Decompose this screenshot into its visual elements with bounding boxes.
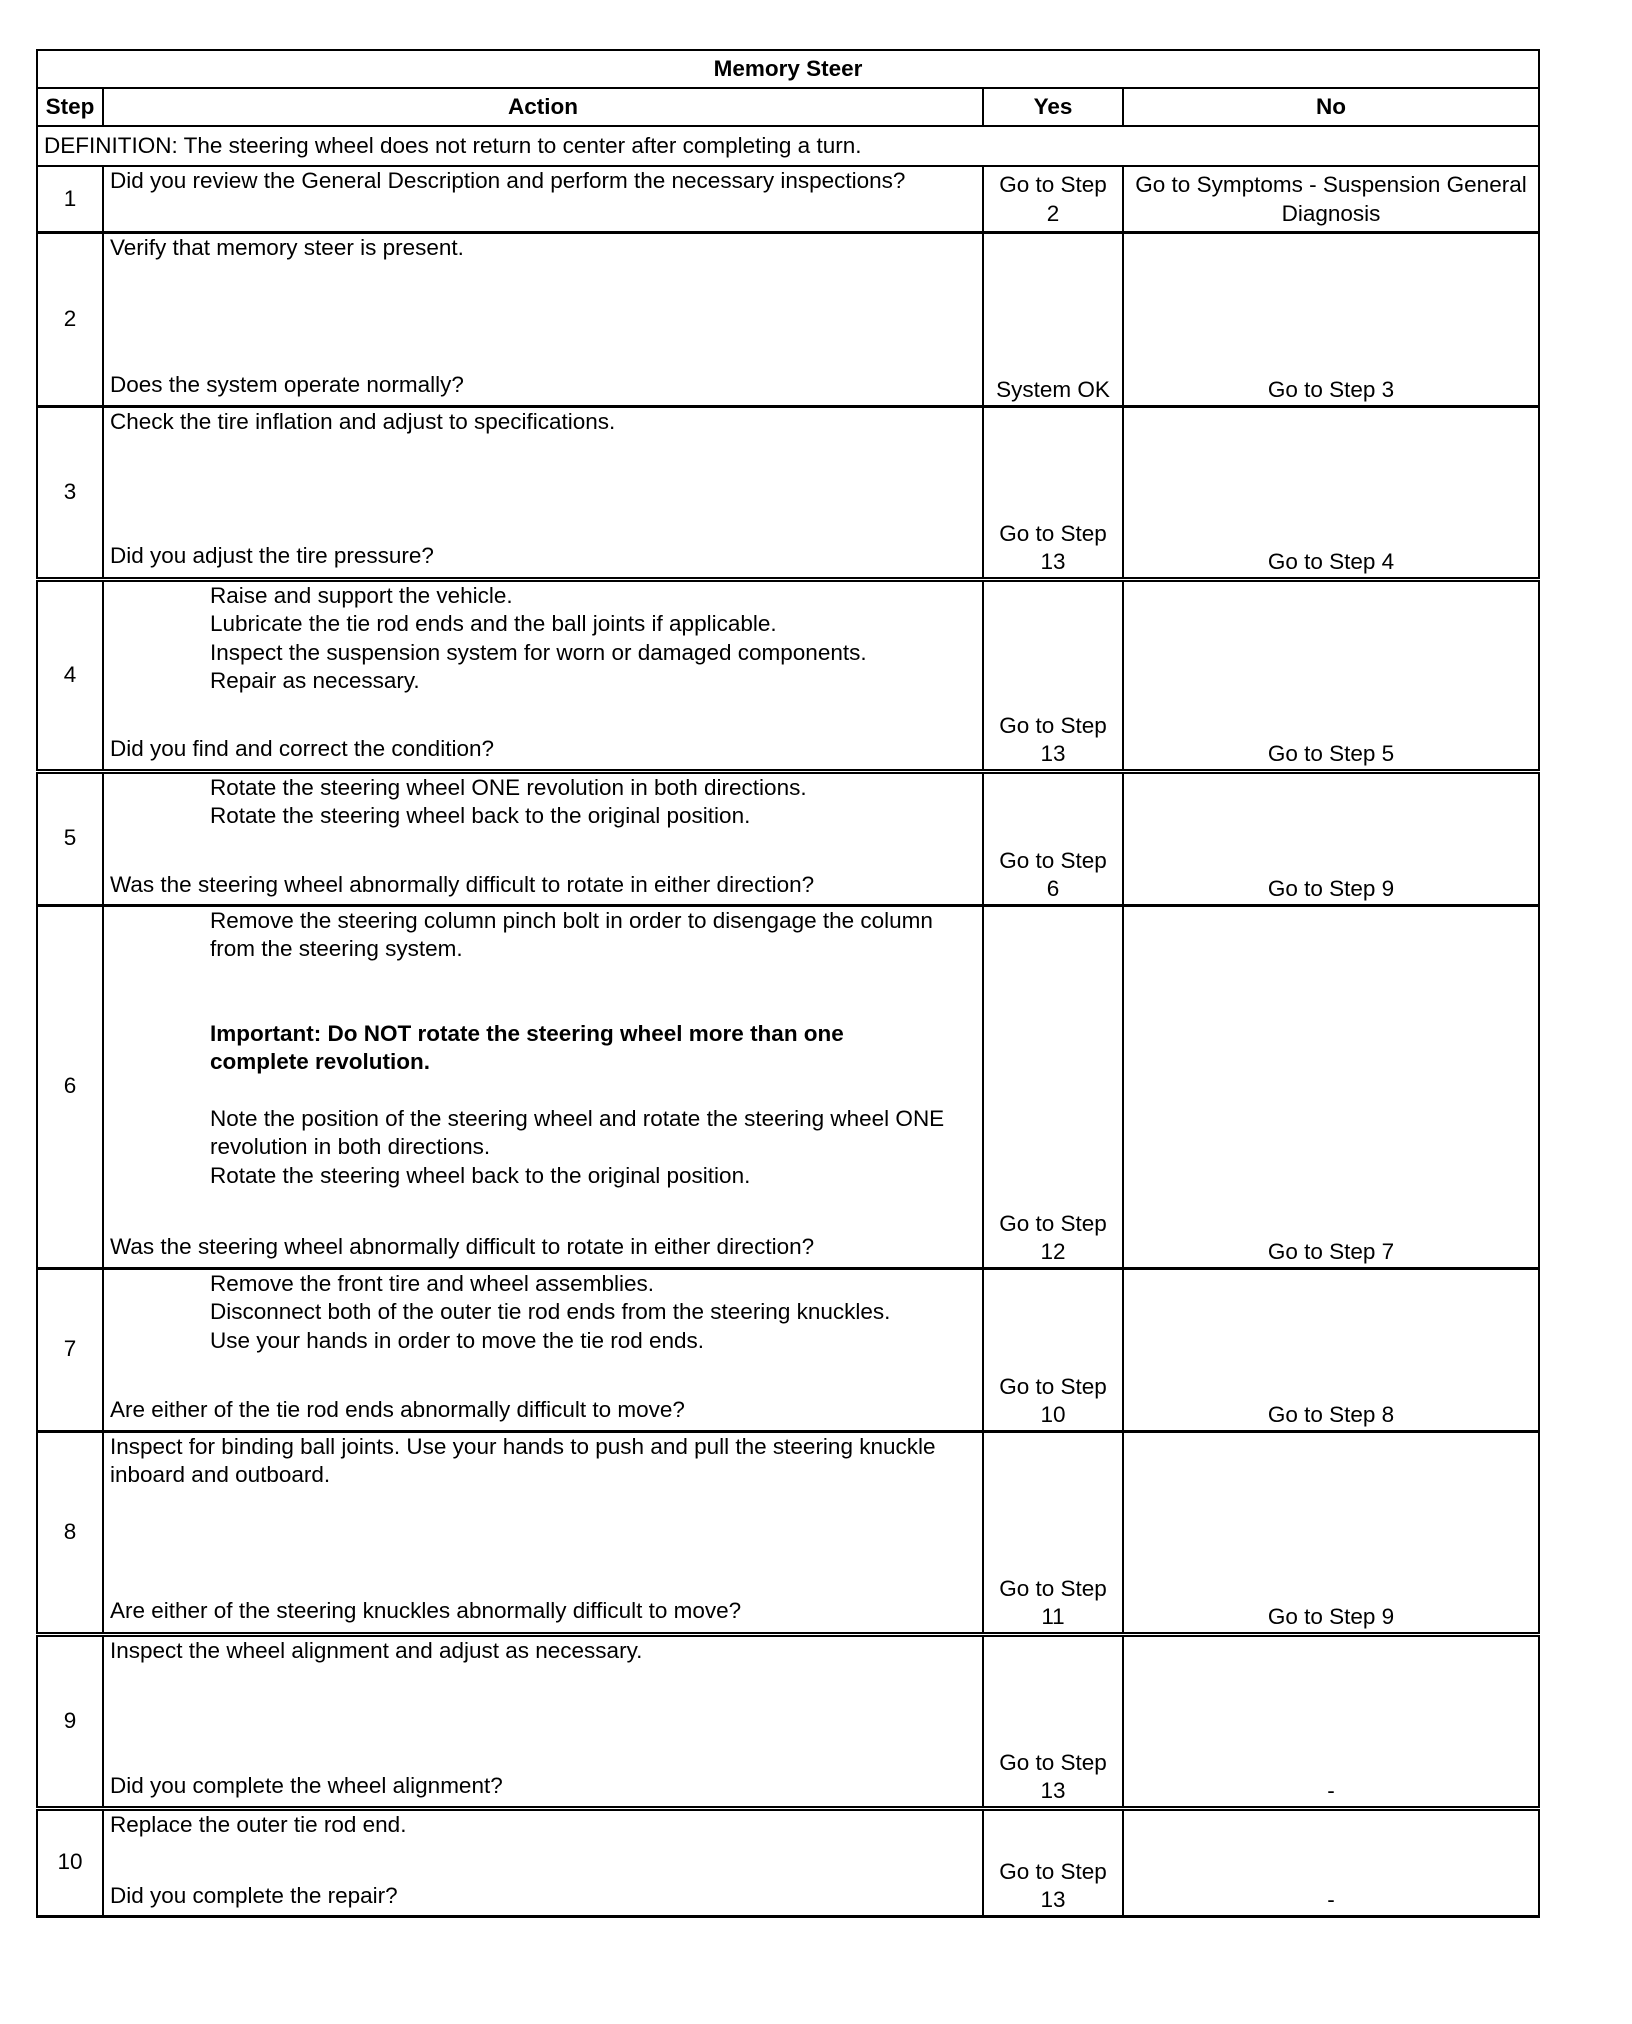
- no-cell: Go to Step 5: [1123, 579, 1539, 771]
- no-cell: -: [1123, 1808, 1539, 1916]
- yes-cell: System OK: [983, 232, 1123, 406]
- action-question: Was the steering wheel abnormally difficult to rotate in either direction?: [110, 1234, 815, 1259]
- yes-cell: Go to Step 13: [983, 579, 1123, 771]
- action-line: Remove the front tire and wheel assemblies.: [210, 1270, 654, 1296]
- action-line: Use your hands in order to move the tie rod ends.: [210, 1327, 705, 1353]
- yes-cell: Go to Step 11: [983, 1431, 1123, 1634]
- action-question: Did you find and correct the condition?: [110, 736, 494, 761]
- action-line: Rotate the steering wheel back to the original position.: [210, 803, 751, 828]
- table-row: [37, 1634, 1539, 1808]
- no-cell: Go to Step 4: [1123, 406, 1539, 579]
- yes-cell: Go to Step 6: [983, 771, 1123, 905]
- action-line: Lubricate the tie rod ends and the ball joints if applicable.: [210, 611, 777, 636]
- yes-cell: Go to Step 13: [983, 1808, 1123, 1916]
- step-number: 10: [37, 1808, 103, 1916]
- table-row: [37, 406, 1539, 579]
- table-row: [37, 905, 1539, 1268]
- action-line: Rotate the steering wheel ONE revolution in both directions.: [210, 774, 807, 800]
- action-cell: [103, 232, 983, 406]
- action-line: Rotate the steering wheel back to the original position.: [210, 1162, 751, 1188]
- step-number: 9: [37, 1634, 103, 1808]
- yes-cell: Go to Step 10: [983, 1268, 1123, 1431]
- action-text: Inspect for binding ball joints. Use your hands to push and pull the steering knuckle inboard and outboard.: [110, 1433, 936, 1487]
- action-question: Does the system operate normally?: [110, 372, 464, 397]
- action-cell: [103, 771, 983, 905]
- action-text: Check the tire inflation and adjust to specifications.: [110, 408, 616, 434]
- action-cell: [103, 1808, 983, 1916]
- no-cell: Go to Step 9: [1123, 771, 1539, 905]
- table-row: [37, 166, 1539, 232]
- yes-cell: Go to Step 13: [983, 406, 1123, 579]
- table-row: [37, 1268, 1539, 1431]
- table-title: Memory Steer: [37, 50, 1539, 88]
- action-text: Verify that memory steer is present.: [110, 234, 464, 260]
- action-question: Did you complete the repair?: [110, 1883, 398, 1908]
- action-cell: [103, 1634, 983, 1808]
- no-cell: Go to Step 3: [1123, 232, 1539, 406]
- action-question: Are either of the steering knuckles abnormally difficult to move?: [110, 1598, 742, 1623]
- no-cell: Go to Step 8: [1123, 1268, 1539, 1431]
- step-number: 4: [37, 579, 103, 771]
- no-cell: Go to Step 7: [1123, 905, 1539, 1268]
- action-text: Replace the outer tie rod end.: [110, 1811, 407, 1837]
- action-line: Disconnect both of the outer tie rod ends from the steering knuckles.: [210, 1299, 891, 1324]
- action-line: Remove the steering column pinch bolt in order to disengage the column from the steering system.: [210, 907, 933, 961]
- action-question: Did you adjust the tire pressure?: [110, 543, 434, 568]
- action-text: Did you review the General Description and perform the necessary inspections?: [103, 166, 983, 232]
- step-number: 7: [37, 1268, 103, 1431]
- action-line: Repair as necessary.: [210, 668, 420, 693]
- step-number: 6: [37, 905, 103, 1268]
- yes-cell: Go to Step 12: [983, 905, 1123, 1268]
- step-number: 8: [37, 1431, 103, 1634]
- header-action: Action: [103, 88, 983, 126]
- action-question: Was the steering wheel abnormally difficult to rotate in either direction?: [110, 872, 815, 897]
- action-line: Inspect the suspension system for worn or damaged components.: [210, 639, 867, 665]
- table-row: [37, 232, 1539, 406]
- table-row: [37, 771, 1539, 905]
- action-question: Did you complete the wheel alignment?: [110, 1773, 503, 1798]
- step-number: 5: [37, 771, 103, 905]
- header-step: Step: [37, 88, 103, 126]
- table-row: [37, 579, 1539, 771]
- action-cell: [103, 406, 983, 579]
- memory-steer-table: [36, 49, 1540, 1918]
- action-cell: [103, 579, 983, 771]
- action-line: Raise and support the vehicle.: [210, 582, 513, 608]
- table-row: [37, 1808, 1539, 1916]
- important-note: Important: Do NOT rotate the steering wheel more than one complete revolution.: [210, 1020, 844, 1074]
- definition-row: DEFINITION: The steering wheel does not return to center after completing a turn.: [37, 126, 1539, 166]
- step-number: 3: [37, 406, 103, 579]
- yes-cell: Go to Step 2: [983, 166, 1123, 232]
- action-question: Are either of the tie rod ends abnormally difficult to move?: [110, 1397, 685, 1422]
- header-no: No: [1123, 88, 1539, 126]
- no-cell: -: [1123, 1634, 1539, 1808]
- header-yes: Yes: [983, 88, 1123, 126]
- table-row: [37, 1431, 1539, 1634]
- step-number: 1: [37, 166, 103, 232]
- action-cell: [103, 905, 983, 1268]
- no-cell: Go to Symptoms - Suspension General Diagnosis: [1123, 166, 1539, 232]
- action-line: Note the position of the steering wheel and rotate the steering wheel ONE revolution in both directions.: [210, 1105, 945, 1159]
- yes-cell: Go to Step 13: [983, 1634, 1123, 1808]
- action-text: Inspect the wheel alignment and adjust as necessary.: [110, 1637, 643, 1663]
- action-cell: [103, 1431, 983, 1634]
- no-cell: Go to Step 9: [1123, 1431, 1539, 1634]
- action-cell: [103, 1268, 983, 1431]
- step-number: 2: [37, 232, 103, 406]
